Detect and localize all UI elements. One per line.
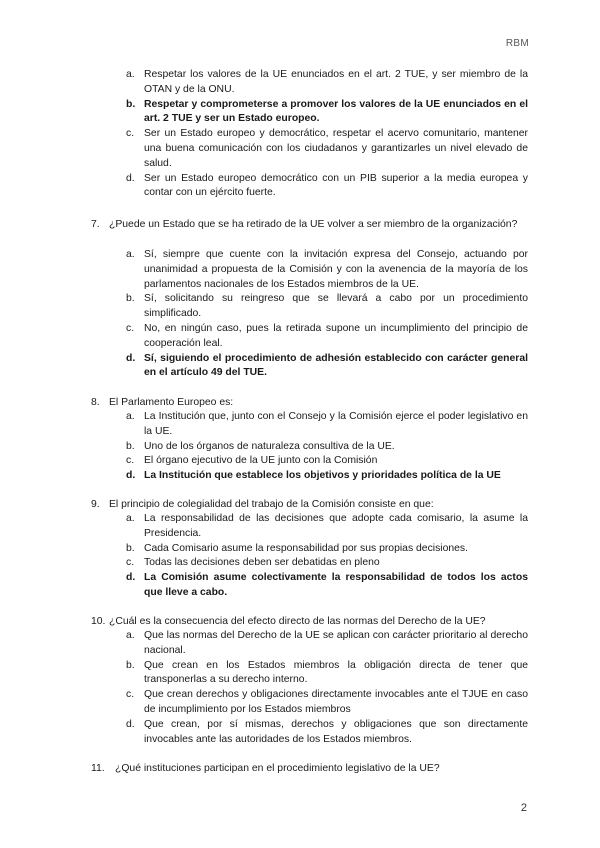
q7-option-a <box>126 248 528 292</box>
q10-option-d <box>126 718 528 748</box>
q8-option-b <box>126 440 528 455</box>
q6-option-b <box>126 98 528 128</box>
q8-option-c <box>126 454 528 469</box>
q9-option-c <box>126 556 528 571</box>
question-text: El Parlamento Europeo es: <box>109 397 234 408</box>
option-text: Que crean derechos y obligaciones directamente invocables ante el TJUE en caso de incumplimiento por los Estados miembros <box>144 689 528 715</box>
option-text: Todas las decisiones deben ser debatidas en pleno <box>144 557 380 569</box>
option-text: La Comisión asume colectivamente la responsabilidad de todos los actos que lleve a cabo. <box>144 572 528 598</box>
q9-option-b <box>126 542 528 557</box>
option-text: Uno de los órganos de naturaleza consultiva de la UE. <box>144 440 395 452</box>
q7-option-b <box>126 292 528 322</box>
q9-option-a <box>126 512 528 542</box>
question-7 <box>91 218 528 233</box>
question-11 <box>91 762 528 777</box>
option-letter: c. <box>126 322 135 334</box>
option-text: Respetar y comprometerse a promover los valores de la UE enunciados en el art. 2 TUE y ser un Estado europeo. <box>144 98 528 125</box>
question-text: El principio de colegialidad del trabajo de la Comisión consiste en que: <box>109 499 434 510</box>
q9-options <box>126 512 528 601</box>
question-8 <box>91 396 528 411</box>
option-text: Que crean, por sí mismas, derechos y obligaciones que son directamente invocables ante las autoridades de los Estados miembros. <box>144 718 528 745</box>
header-initials: RBM <box>505 38 529 49</box>
option-letter: c. <box>126 689 135 701</box>
option-letter: c. <box>126 455 135 467</box>
question-number: 7. <box>91 219 100 230</box>
q6-option-d <box>126 172 528 202</box>
q7-options <box>126 248 528 381</box>
question-number: 8. <box>91 397 100 408</box>
q7-option-d <box>126 352 528 382</box>
q6-options <box>126 68 528 201</box>
q8-option-d <box>126 469 528 484</box>
option-letter: a. <box>126 249 135 260</box>
option-letter: a. <box>126 513 135 524</box>
question-number: 9. <box>91 499 100 510</box>
q6-option-c <box>126 127 528 171</box>
option-text: Sí, siguiendo el procedimiento de adhesión establecido con carácter general en el artículo 49 del TUE. <box>144 352 528 379</box>
question-text: ¿Puede un Estado que se ha retirado de la UE volver a ser miembro de la organización? <box>109 219 518 230</box>
option-text: La Institución que establece los objetivos y prioridades política de la UE <box>144 470 501 482</box>
option-letter: b. <box>126 98 136 110</box>
question-number: 10. <box>91 616 106 627</box>
option-letter: c. <box>126 557 135 569</box>
option-letter: b. <box>126 293 135 305</box>
option-letter: b. <box>126 440 135 452</box>
option-letter: b. <box>126 542 135 554</box>
option-text: Que las normas del Derecho de la UE se aplican con carácter prioritario al derecho nacional. <box>144 630 528 656</box>
q7-option-c <box>126 322 528 352</box>
option-letter: d. <box>126 470 136 482</box>
option-letter: b. <box>126 659 135 671</box>
option-letter: d. <box>126 352 136 364</box>
option-letter: a. <box>126 630 135 641</box>
option-text: Sí, siempre que cuente con la invitación expresa del Consejo, actuando por unanimidad a propuesta de la Comisión y con la avenencia de la mayoría de los parlamentos nacionales de los Estados miembros de la UE. <box>144 249 528 290</box>
option-text: No, en ningún caso, pues la retirada supone un incumplimiento del principio de cooperación leal. <box>144 322 528 349</box>
option-letter: a. <box>126 411 135 422</box>
option-text: Respetar los valores de la UE enunciados en el art. 2 TUE, y ser miembro de la OTAN y de la ONU. <box>144 69 528 95</box>
option-letter: d. <box>126 172 135 184</box>
question-10 <box>91 615 528 630</box>
q6-option-a <box>126 68 528 98</box>
page-number: 2 <box>520 802 527 814</box>
question-text: ¿Qué instituciones participan en el procedimiento legislativo de la UE? <box>115 763 440 774</box>
q10-options <box>126 629 528 747</box>
question-text: ¿Cuál es la consecuencia del efecto directo de las normas del Derecho de la UE? <box>109 616 486 627</box>
q8-option-a <box>126 410 528 440</box>
option-letter: c. <box>126 128 135 140</box>
option-text: El órgano ejecutivo de la UE junto con la Comisión <box>144 455 378 467</box>
q10-option-c <box>126 688 528 718</box>
q8-options <box>126 410 528 484</box>
question-number: 11. <box>91 763 105 774</box>
option-letter: d. <box>126 572 136 584</box>
option-text: Ser un Estado europeo y democrático, respetar el acervo comunitario, mantener una buena comunicación con los ciudadanos y garantizarles un nivel elevado de salud. <box>144 128 528 169</box>
option-text: La responsabilidad de las decisiones que adopte cada comisario, la asume la Presidencia. <box>144 513 528 539</box>
q10-option-b <box>126 659 528 689</box>
option-text: Cada Comisario asume la responsabilidad por sus propias decisiones. <box>144 542 469 554</box>
q9-option-d <box>126 571 528 601</box>
option-letter: a. <box>126 69 135 80</box>
option-text: Que crean en los Estados miembros la obligación directa de tener que transponerlas a su derecho interno. <box>144 659 528 686</box>
option-letter: d. <box>126 718 135 730</box>
option-text: La Institución que, junto con el Consejo y la Comisión ejerce el poder legislativo en la UE. <box>144 411 528 437</box>
question-9 <box>91 498 528 513</box>
q10-option-a <box>126 629 528 659</box>
option-text: Sí, solicitando su reingreso que se llevará a cabo por un procedimiento simplificado. <box>144 293 528 320</box>
option-text: Ser un Estado europeo democrático con un PIB superior a la media europea y contar con un ejército fuerte. <box>144 172 528 199</box>
